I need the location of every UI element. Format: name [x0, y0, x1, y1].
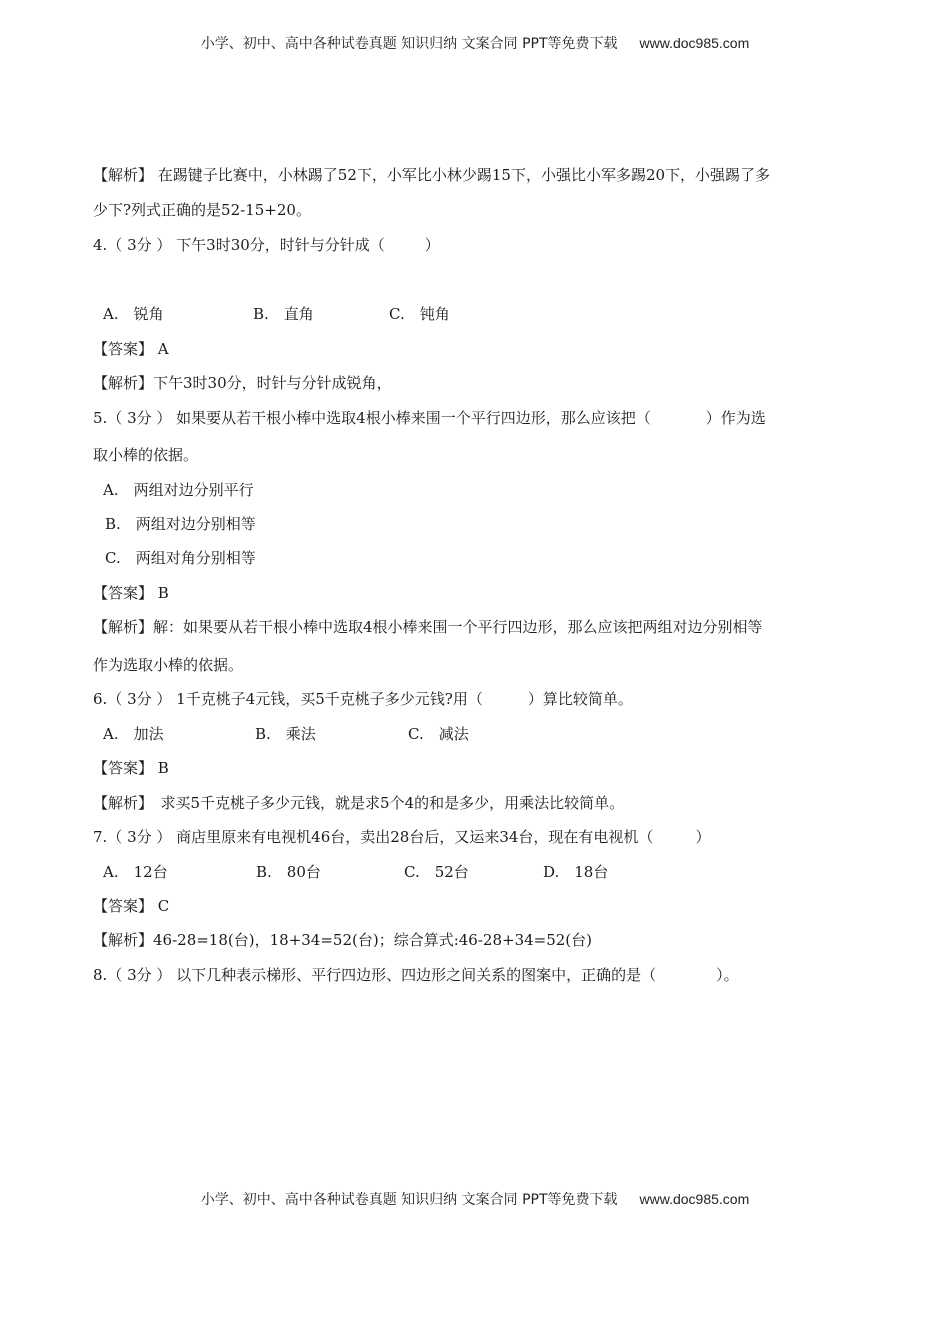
q7-option-d: D. 18台 [543, 863, 609, 881]
page-header [0, 33, 950, 53]
q7-option-b: B. 80台 [256, 863, 321, 881]
q5-stem-text: 5.（ 3分 ） 如果要从若干根小棒中选取4根小棒来围一个平行四边形，那么应该把（ [93, 409, 651, 427]
q5-option-b: B. 两组对边分别相等 [105, 515, 256, 533]
q6-options [103, 724, 469, 744]
q6-option-b: B. 乘法 [255, 725, 316, 743]
q6-stem-end: ）算比较简单。 [527, 690, 633, 708]
q4-option-a: A. 锐角 [103, 305, 164, 323]
q3-analysis-line1: 【解析】 在踢键子比赛中，小林踢了52下，小军比小林少踢15下，小强比小军多踢20下，小强踢了多 [93, 166, 771, 184]
q5-option-a: A. 两组对边分别平行 [103, 481, 254, 499]
header-site-link[interactable]: www.doc985.com [639, 35, 750, 51]
q7-option-a: A. 12台 [103, 863, 168, 881]
q6-stem [93, 689, 633, 709]
q4-option-c: C. 钝角 [389, 305, 450, 323]
page-footer [0, 1189, 950, 1209]
q6-analysis: 【解析】 求买5千克桃子多少元钱，就是求5个4的和是多少，用乘法比较简单。 [93, 794, 625, 812]
q7-options [103, 862, 608, 882]
q5-answer: 【答案】 B [93, 584, 169, 602]
q5-analysis-line2: 作为选取小棒的依据。 [93, 656, 244, 674]
q5-analysis-line1: 【解析】解：如果要从若干根小棒中选取4根小棒来围一个平行四边形，那么应该把两组对边分别相等 [93, 618, 763, 636]
q6-option-c: C. 减法 [408, 725, 469, 743]
q7-answer: 【答案】 C [93, 897, 170, 915]
q8-stem [93, 965, 739, 985]
q4-option-b: B. 直角 [253, 305, 314, 323]
q4-answer: 【答案】 A [93, 340, 169, 358]
q4-stem-end: ） [424, 236, 440, 254]
q7-stem-end: ） [695, 828, 711, 846]
q4-stem [93, 235, 440, 255]
q5-stem-line2: 取小棒的依据。 [93, 446, 199, 464]
q3-analysis-line2: 少下?列式正确的是52-15+20。 [93, 201, 311, 219]
q8-stem-end: ）。 [716, 966, 739, 984]
q4-options [103, 304, 450, 324]
q6-option-a: A. 加法 [103, 725, 164, 743]
q8-stem-text: 8.（ 3分 ） 以下几种表示梯形、平行四边形、四边形之间关系的图案中，正确的是（ [93, 966, 657, 984]
q6-answer: 【答案】 B [93, 759, 169, 777]
q7-analysis: 【解析】46-28=18(台)，18+34=52(台)；综合算式:46-28+34=52(台) [93, 931, 593, 949]
q6-stem-text: 6.（ 3分 ） 1千克桃子4元钱，买5千克桃子多少元钱?用（ [93, 690, 483, 708]
q4-stem-text: 4.（ 3分 ） 下午3时30分，时针与分针成（ [93, 236, 385, 254]
q5-option-c: C. 两组对角分别相等 [105, 549, 256, 567]
footer-text: 小学、初中、高中各种试卷真题 知识归纳 文案合同 PPT等免费下载 [200, 1192, 618, 1208]
q7-stem-text: 7.（ 3分 ） 商店里原来有电视机46台，卖出28台后，又运来34台，现在有电视机（ [93, 828, 654, 846]
q5-stem-line1 [93, 408, 766, 428]
q7-stem [93, 827, 710, 847]
header-text: 小学、初中、高中各种试卷真题 知识归纳 文案合同 PPT等免费下载 [200, 36, 618, 52]
q5-stem-end: ）作为选 [705, 409, 766, 427]
q4-analysis: 【解析】下午3时30分，时针与分针成锐角， [93, 374, 392, 392]
q7-option-c: C. 52台 [404, 863, 469, 881]
footer-site-link[interactable]: www.doc985.com [639, 1191, 750, 1207]
